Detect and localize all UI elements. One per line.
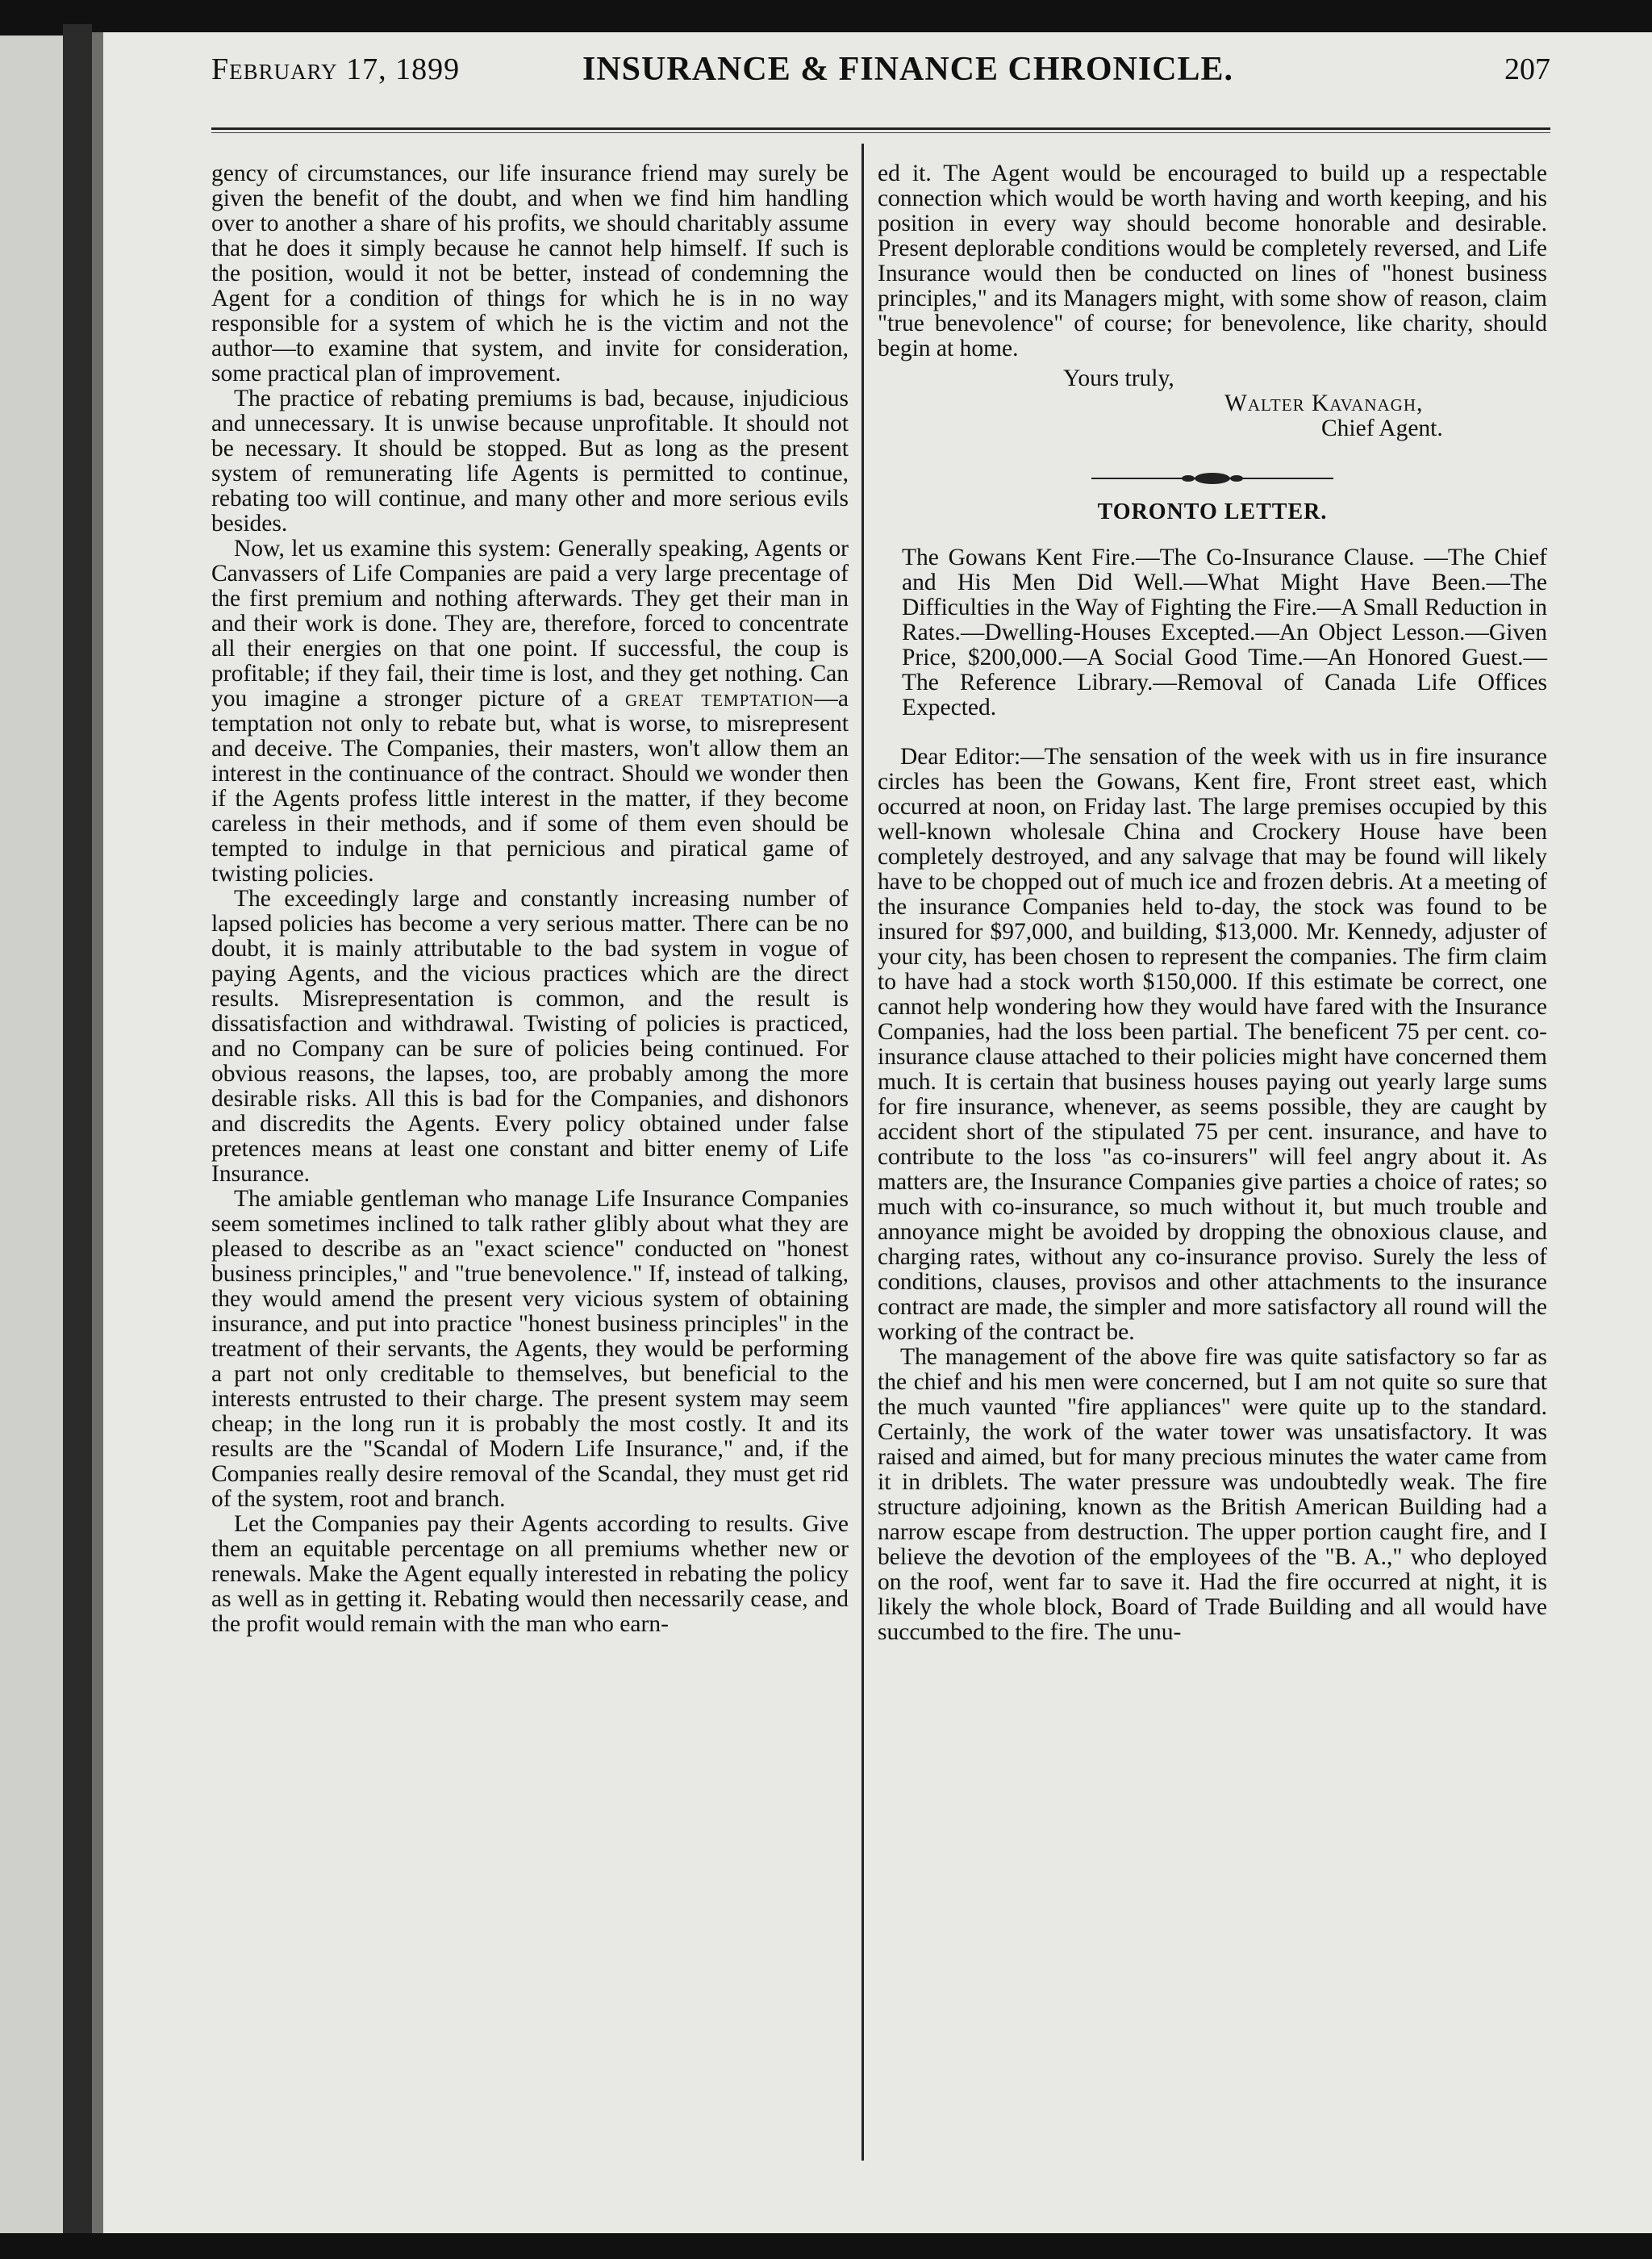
- paragraph: The practice of rebating premiums is bad, because, injudicious and unnecessary. It is unwise because unprofitable. It should not be necessary. It should be stopped. But as long as the present system of remunerating life Agents is permitted to continue, rebating too will continue, and many other and more serious evils besides.: [211, 386, 849, 537]
- small-caps-phrase: great temptation: [624, 686, 815, 712]
- scan-top-border: [0, 0, 1652, 35]
- ornamental-divider: [1091, 469, 1333, 488]
- paragraph: The amiable gentleman who manage Life Insurance Companies seem sometimes inclined to talk rather glibly about what they are pleased to describe as an "exact science" conducted on "honest business principles," and "true benevolence." If, instead of talking, they would amend the present very vicious system of obtaining insurance, and put into practice "honest business principles" in the treatment of their servants, the Agents, they would be performing a part not only creditable to themselves, but beneficial to the interests entrusted to their charge. The present system may seem cheap; in the long run it is probably the most costly. It and its results are the "Scandal of Modern Life Insurance," and, if the Companies really desire removal of the Scandal, they must get rid of the system, root and branch.: [211, 1186, 849, 1512]
- paragraph: The management of the above fire was quite satisfactory so far as the chief and his men were concerned, but I am not quite so sure that the much vaunted "fire appliances" were quite up to the standard. Certainly, the work of the water tower was unsatisfactory. It was raised and aimed, but for many precious minutes the water came from it in driblets. The water pressure was undoubtedly weak. The fire structure adjoining, known as the British American Building had a narrow escape from destruction. The upper portion caught fire, and I believe the devotion of the employees of the "B. A.," who deployed on the roof, went far to save it. Had the fire occurred at night, it is likely the whole block, Board of Trade Building and all would have succumbed to the fire. The unu-: [878, 1344, 1547, 1645]
- book-spine-edge: [92, 32, 103, 2235]
- header-title: INSURANCE & FINANCE CHRONICLE.: [582, 51, 1234, 88]
- closing: Yours truly,: [1063, 365, 1174, 391]
- header-page-number: 207: [1504, 52, 1550, 86]
- signer-name: Walter Kavanagh,: [1224, 390, 1424, 416]
- page-header: [211, 48, 1550, 105]
- section-title: TORONTO LETTER.: [1097, 499, 1328, 524]
- column-divider: [861, 144, 864, 2161]
- header-date: February 17, 1899: [211, 52, 461, 86]
- signer-title: Chief Agent.: [1321, 415, 1443, 441]
- right-column: [878, 161, 1547, 1645]
- paragraph: Let the Companies pay their Agents according to results. Give them an equitable percentage on all premiums whether new or renewals. Make the Agent equally interested in rebating the policy as well as in getting it. Rebating would then necessarily cease, and the profit would remain with the man who earn-: [211, 1511, 849, 1637]
- paragraph: Dear Editor:—The sensation of the week with us in fire insurance circles has been the Gowans, Kent fire, Front street east, which occurred at noon, on Friday last. The large premises occupied by this well-known wholesale China and Crockery House have been completely destroyed, and any salvage that may be found will likely have to be chopped out of much ice and frozen debris. At a meeting of the insurance Companies held to-day, the stock was found to be insured for $97,000, and building, $13,000. Mr. Kennedy, adjuster of your city, has been chosen to represent the companies. The firm claim to have had a stock worth $150,000. If this estimate be correct, one cannot help wondering how they would have fared with the Insurance Companies, had the loss been partial. The beneficent 75 per cent. co-insurance clause attached to their policies might have concerned them much. It is certain that business houses paying out yearly large sums for fire insurance, whenever, as seems possible, they are caught by accident short of the stipulated 75 per cent. insurance, and have to contribute to the loss "as co-insurers" will feel angry about it. As matters are, the Insurance Companies give parties a choice of rates; so much with co-insurance, so much without it, but much trouble and annoyance might be avoided by dropping the obnoxious clause, and charging rates, without any co-insurance proviso. Surely the less of conditions, clauses, provisos and other attachments to the insurance contract are made, the simpler and more satisfactory all round will the working of the contract be.: [878, 744, 1547, 1345]
- scan-bottom-border: [0, 2233, 1652, 2259]
- paragraph: The exceedingly large and constantly increasing number of lapsed policies has become a very serious matter. There can be no doubt, it is mainly attributable to the bad system in vogue of paying Agents, and the vicious practices which are the direct results. Misrepresentation is common, and the result is dissatisfaction and withdrawal. Twisting of policies is practiced, and no Company can be sure of policies being continued. For obvious reasons, the lapses, too, are probably among the more desirable risks. All this is bad for the Companies, and dishonors and discredits the Agents. Every policy obtained under false pretences means at least one constant and bitter enemy of Life Insurance.: [211, 886, 849, 1187]
- paragraph-text: —a temptation not only to rebate but, what is worse, to misrepresent and deceive. The Companies, their masters, won't allow them an interest in the continuance of the contract. Should we wonder then if the Agents profess little interest in the matter, if they become careless in their methods, and if some of them even should be tempted to indulge in that pernicious and piratical game of twisting policies.: [211, 686, 849, 887]
- paragraph: ed it. The Agent would be encouraged to build up a respectable connection which would be worth having and worth keeping, and his position in every way should become honorable and desirable. Present deplorable conditions would be completely reversed, and Life Insurance would then be conducted on lines of "honest business principles," and its Managers might, with some show of reason, claim "true benevolence" of course; for benevolence, like charity, should begin at home.: [878, 161, 1547, 361]
- paragraph: [211, 537, 849, 887]
- book-spine-shadow: [63, 24, 92, 2235]
- header-rule: [211, 127, 1550, 133]
- section-summary: The Gowans Kent Fire.—The Co-Insurance Clause. —The Chief and His Men Did Well.—What Might Have Been.—The Difficulties in the Way of Fighting the Fire.—A Small Reduction in Rates.—Dwelling-Houses Excepted.—An Object Lesson.—Given Price, $200,000.—A Social Good Time.—An Honored Guest.—The Reference Library.—Removal of Canada Life Offices Expected.: [902, 545, 1547, 720]
- paragraph-text: Now, let us examine this system: Generally speaking, Agents or Canvassers of Life Companies are paid a very large precentage of the first premium and nothing afterwards. They get their man in and their work is done. They are, therefore, forced to concentrate all their energies on that one point. If successful, the coup is profitable; if they fail, their time is lost, and they get nothing. Can you imagine a stronger picture of a: [211, 536, 849, 712]
- paragraph: gency of circumstances, our life insurance friend may surely be given the benefit of the doubt, and when we find him handling over to another a share of his profits, we should charitably assume that he does it simply because he cannot help himself. If such is the position, would it not be better, instead of condemning the Agent for a condition of things for which he is in no way responsible for a system of which he is the victim and not the author—to examine that system, and invite for consideration, some practical plan of improvement.: [211, 161, 849, 386]
- letter-signature: [878, 366, 1547, 441]
- left-column: [211, 161, 849, 1637]
